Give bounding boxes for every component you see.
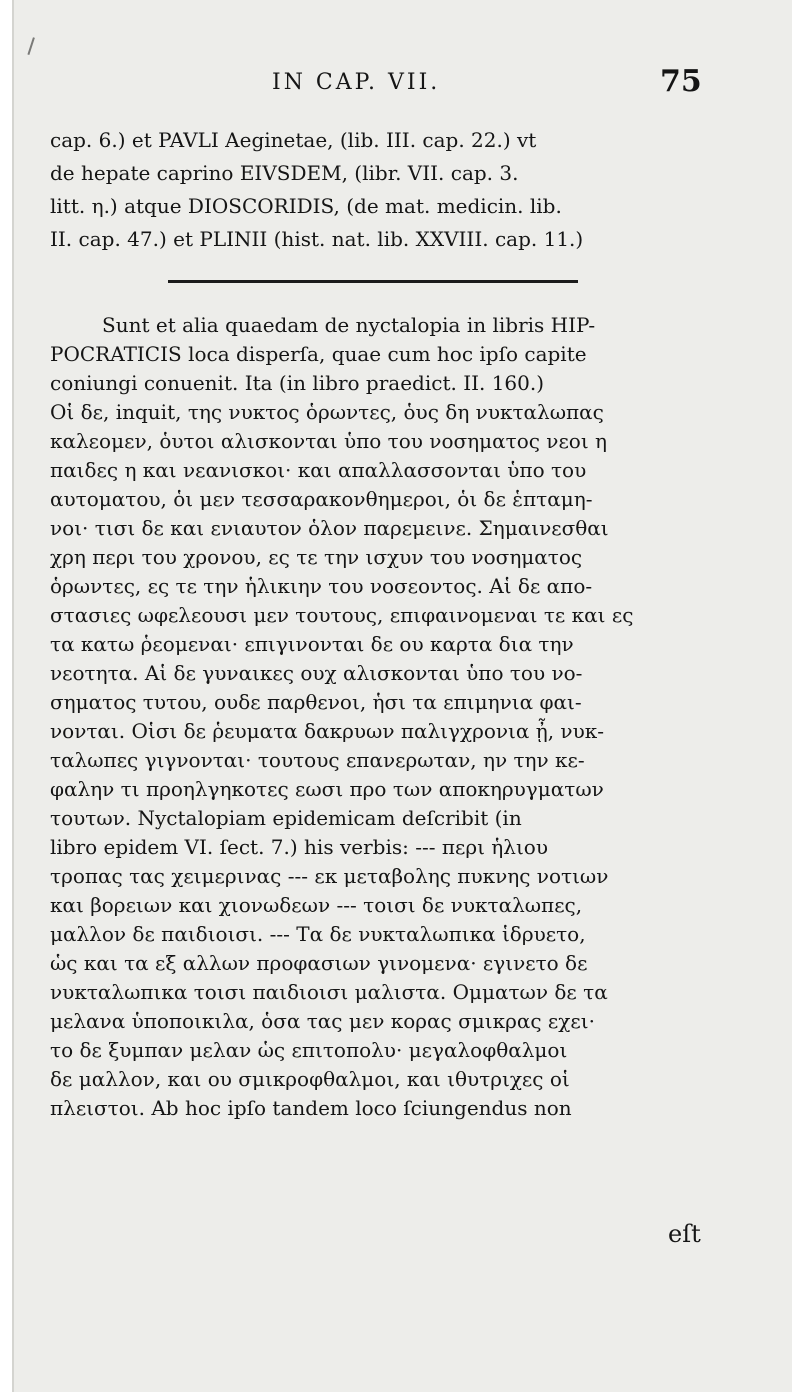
main-passage [50,311,702,1123]
scan-mark [27,37,40,57]
scan-right-margin [792,0,800,1392]
section-divider [168,280,578,283]
main-passage-text: POCRATICIS loca disperſa, quae cum hoc ipſo capite coniungi conuenit. Ita (in libro praedict. II. 160.) Οἱ δε, inquit, της νυκτος ὁρωντες, ὁυς δη νυκταλωπας καλεομεν, ὁυτοι αλισκονται ὑπο του νοσηματος νεοι η παιδες η και νεανισκοι· και απαλλασσονται ὑπο του αυτοματου, ὁι μεν τεσσαρακονθημεροι, ὁι δε ἑπταμη- νοι· τισι δε και ενιαυτον ὁλον παρεμεινε. Σημαινεσθαι χρη περι του χρονου, ες τε την ισχυν του νοσηματος ὁρωντες, ες τε την ἡλικιην του νοσεοντος. Αἱ δε απο- στασιες ωφελεουσι μεν τουτους, επιφαινομεναι τε και ες τα κατω ῥεομεναι· επιγινονται δε ου καρτα δια την νεοτητα. Αἱ δε γυναικες ουχ αλισκονται ὑπο του νο- σηματος τυτου, ουδε παρθενοι, ἡσι τα επιμηνια φαι- νονται. Οἱσι δε ῥευματα δακρυων παλιγχρονια ᾖ, νυκ- ταλωπες γιγνονται· τουτους επανερωταν, ην την κε- φαλην τι προηλγηκοτες εωσι προ των αποκηρυγματων τουτων. Nyctalopiam epidemicam deſcribit (in libro epidem VI. ſect. 7.) his verbis: --- περι ἡλιου τροπας τας χειμερινας --- εκ μεταβολης πυκνης νοτιων και βορειων και χιονωδεων --- τοισι δε νυκταλωπες, μαλλον δε παιδιοισι. --- Τα δε νυκταλωπικα ἱδρυετο, ὡς και τα εξ αλλων προφασιων γινομενα· εγινετο δε νυκταλωπικα τοισι παιδιοισι μαλιστα. Ομματων δε τα μελανα ὑποποικιλα, ὁσα τας μεν κορας σμικρας εχει· το δε ξυμπαν μελαν ὡς επιτοπολυ· μεγαλοφθαλμοι δε μαλλον, και ου σμικροφθαλμοι, και ιθυτριχες οἱ πλειστοι. Ab hoc ipſo tandem loco ſciungendus non [50,342,634,1120]
top-passage: cap. 6.) et PAVLI Aeginetae, (lib. III. cap. 22.) vt de hepate caprino EIVSDEM, (libr. VII. cap. 3. litt. η.) atque DIOSCORIDIS, (de mat. medicin. lib. II. cap. 47.) et PLINII (hist. nat. lib. XXVIII. cap. 11.) [50,128,584,251]
running-head: IN CAP. VII. [272,70,441,95]
catchword: eſt [668,1220,701,1248]
main-passage-lead: Sunt et alia quaedam de nyctalopia in libris HIP- [102,313,596,337]
page-number: 75 [660,64,702,99]
scan-left-margin [0,0,14,1392]
